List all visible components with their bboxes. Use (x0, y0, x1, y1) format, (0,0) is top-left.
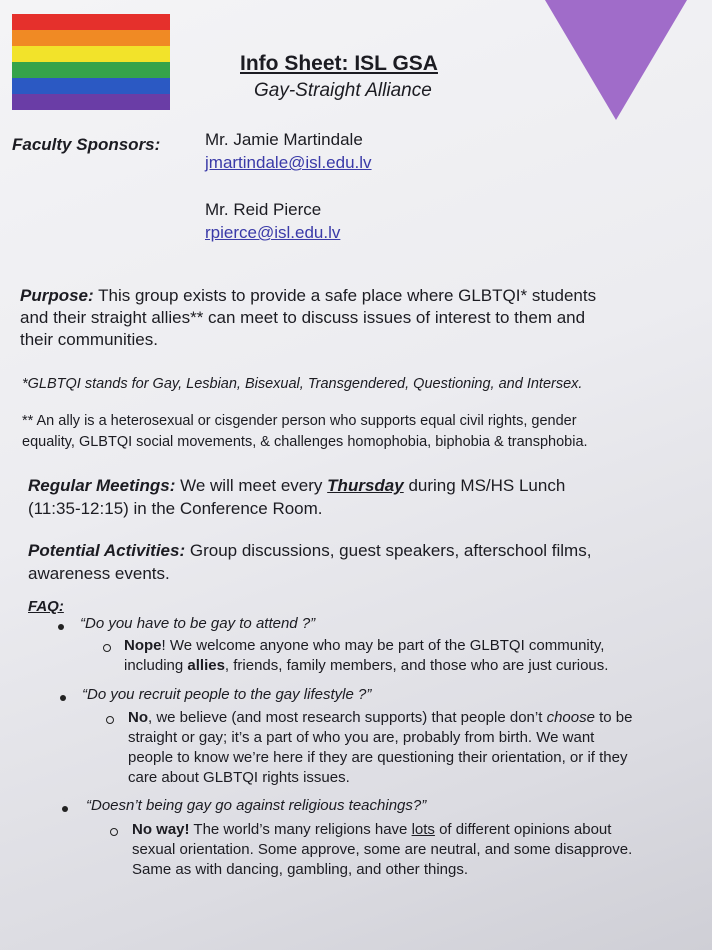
faq-2-bullet (60, 695, 66, 701)
meetings-label: Regular Meetings: (28, 476, 176, 495)
faq-3-answer-line-3: Same as with dancing, gambling, and other things. (132, 861, 469, 878)
faq-3-a1-post: of different opinions about (434, 821, 612, 838)
ally-footnote-line-1: ** An ally is a heterosexual or cisgender person who supports equal civil rights, gender (22, 413, 577, 429)
faq-label: FAQ: (28, 598, 64, 615)
faq-1-question: “Do you have to be gay to attend ?” (80, 615, 316, 632)
faq-1-answer-line-2 (124, 656, 608, 676)
flag-stripe-red (12, 14, 170, 30)
faq-3-answer-bullet (110, 828, 118, 836)
purpose-label: Purpose: (20, 286, 94, 305)
faq-2-answer-line-1 (128, 708, 632, 728)
faq-2-a1-post: to be (594, 709, 633, 726)
glbtqi-footnote: *GLBTQI stands for Gay, Lesbian, Bisexual, Transgendered, Questioning, and Intersex. (22, 376, 583, 392)
flag-stripe-yellow (12, 46, 170, 62)
sponsor-1-email-link[interactable]: jmartindale@isl.edu.lv (205, 153, 372, 172)
faq-3-answer-bold: No way! (132, 821, 190, 838)
ally-footnote-line-2: equality, GLBTQI social movements, & challenges homophobia, biphobia & transphobia. (22, 434, 588, 450)
faq-3-answer-line-1 (132, 820, 611, 840)
activities-line-2: awareness events. (28, 564, 170, 583)
purpose-line-3: their communities. (20, 330, 158, 349)
flag-stripe-purple (12, 94, 170, 110)
faq-2-question: “Do you recruit people to the gay lifestyle ?” (82, 686, 372, 703)
meetings-line-1 (28, 475, 565, 497)
meetings-post: during MS/HS Lunch (408, 476, 566, 495)
sponsor-1-name: Mr. Jamie Martindale (205, 130, 363, 149)
faq-3-bullet (62, 806, 68, 812)
faq-2-answer-line-4: care about GLBTQI rights issues. (128, 769, 350, 786)
sponsors-label: Faculty Sponsors: (12, 135, 161, 154)
purpose-line-1 (20, 285, 700, 307)
faq-1-a2-pre: including (124, 657, 188, 674)
faq-2-answer-bullet (106, 716, 114, 724)
faq-2-answer-line-3: people to know we’re here if they are questioning their orientation, or if they (128, 749, 628, 766)
flag-stripe-orange (12, 30, 170, 46)
faq-1-answer-line-1 (124, 636, 604, 656)
faq-1-answer-text: ! We welcome anyone who may be part of the GLBTQI community, (161, 637, 605, 654)
page-title: Info Sheet: ISL GSA (240, 52, 438, 75)
faq-3-a1-pre: The world’s many religions have (189, 821, 412, 838)
purpose-paragraph (20, 285, 700, 351)
page-subtitle: Gay-Straight Alliance (254, 80, 432, 101)
flag-stripe-blue (12, 78, 170, 94)
faq-1-answer-bullet (103, 644, 111, 652)
faq-1-a2-post: , friends, family members, and those who are just curious. (224, 657, 609, 674)
faq-3-answer-line-2: sexual orientation. Some approve, some are neutral, and some disapprove. (132, 841, 633, 858)
faq-2-answer-line-2: straight or gay; it’s a part of who you are, probably from birth. We want (128, 729, 595, 746)
faq-1-answer-bold: Nope (124, 637, 162, 654)
purpose-line-2: and their straight allies** can meet to discuss issues of interest to them and (20, 308, 586, 327)
pink-triangle-icon (545, 0, 687, 120)
faq-1-bullet (58, 624, 64, 630)
faq-2-a1-ital: choose (546, 709, 595, 726)
activities-text: Group discussions, guest speakers, afterschool films, (189, 541, 592, 560)
sponsor-2-email-link[interactable]: rpierce@isl.edu.lv (205, 223, 341, 242)
rainbow-flag (12, 14, 170, 110)
activities-label: Potential Activities: (28, 541, 186, 560)
meetings-day: Thursday (327, 476, 404, 495)
sponsor-2-name: Mr. Reid Pierce (205, 200, 322, 219)
faq-2-answer-bold: No (128, 709, 148, 726)
meetings-line-2: (11:35-12:15) in the Conference Room. (28, 499, 323, 518)
activities-line-1 (28, 540, 591, 562)
flag-stripe-green (12, 62, 170, 78)
faq-2-a1-pre: , we believe (and most research supports) that people don’t (148, 709, 547, 726)
faq-1-a2-bold: allies (187, 657, 225, 674)
meetings-pre: We will meet every (180, 476, 323, 495)
faq-3-question: “Doesn’t being gay go against religious teachings?” (86, 797, 427, 814)
purpose-text-1: This group exists to provide a safe place where GLBTQI* students (98, 286, 597, 305)
faq-3-a1-underlined: lots (411, 821, 435, 838)
